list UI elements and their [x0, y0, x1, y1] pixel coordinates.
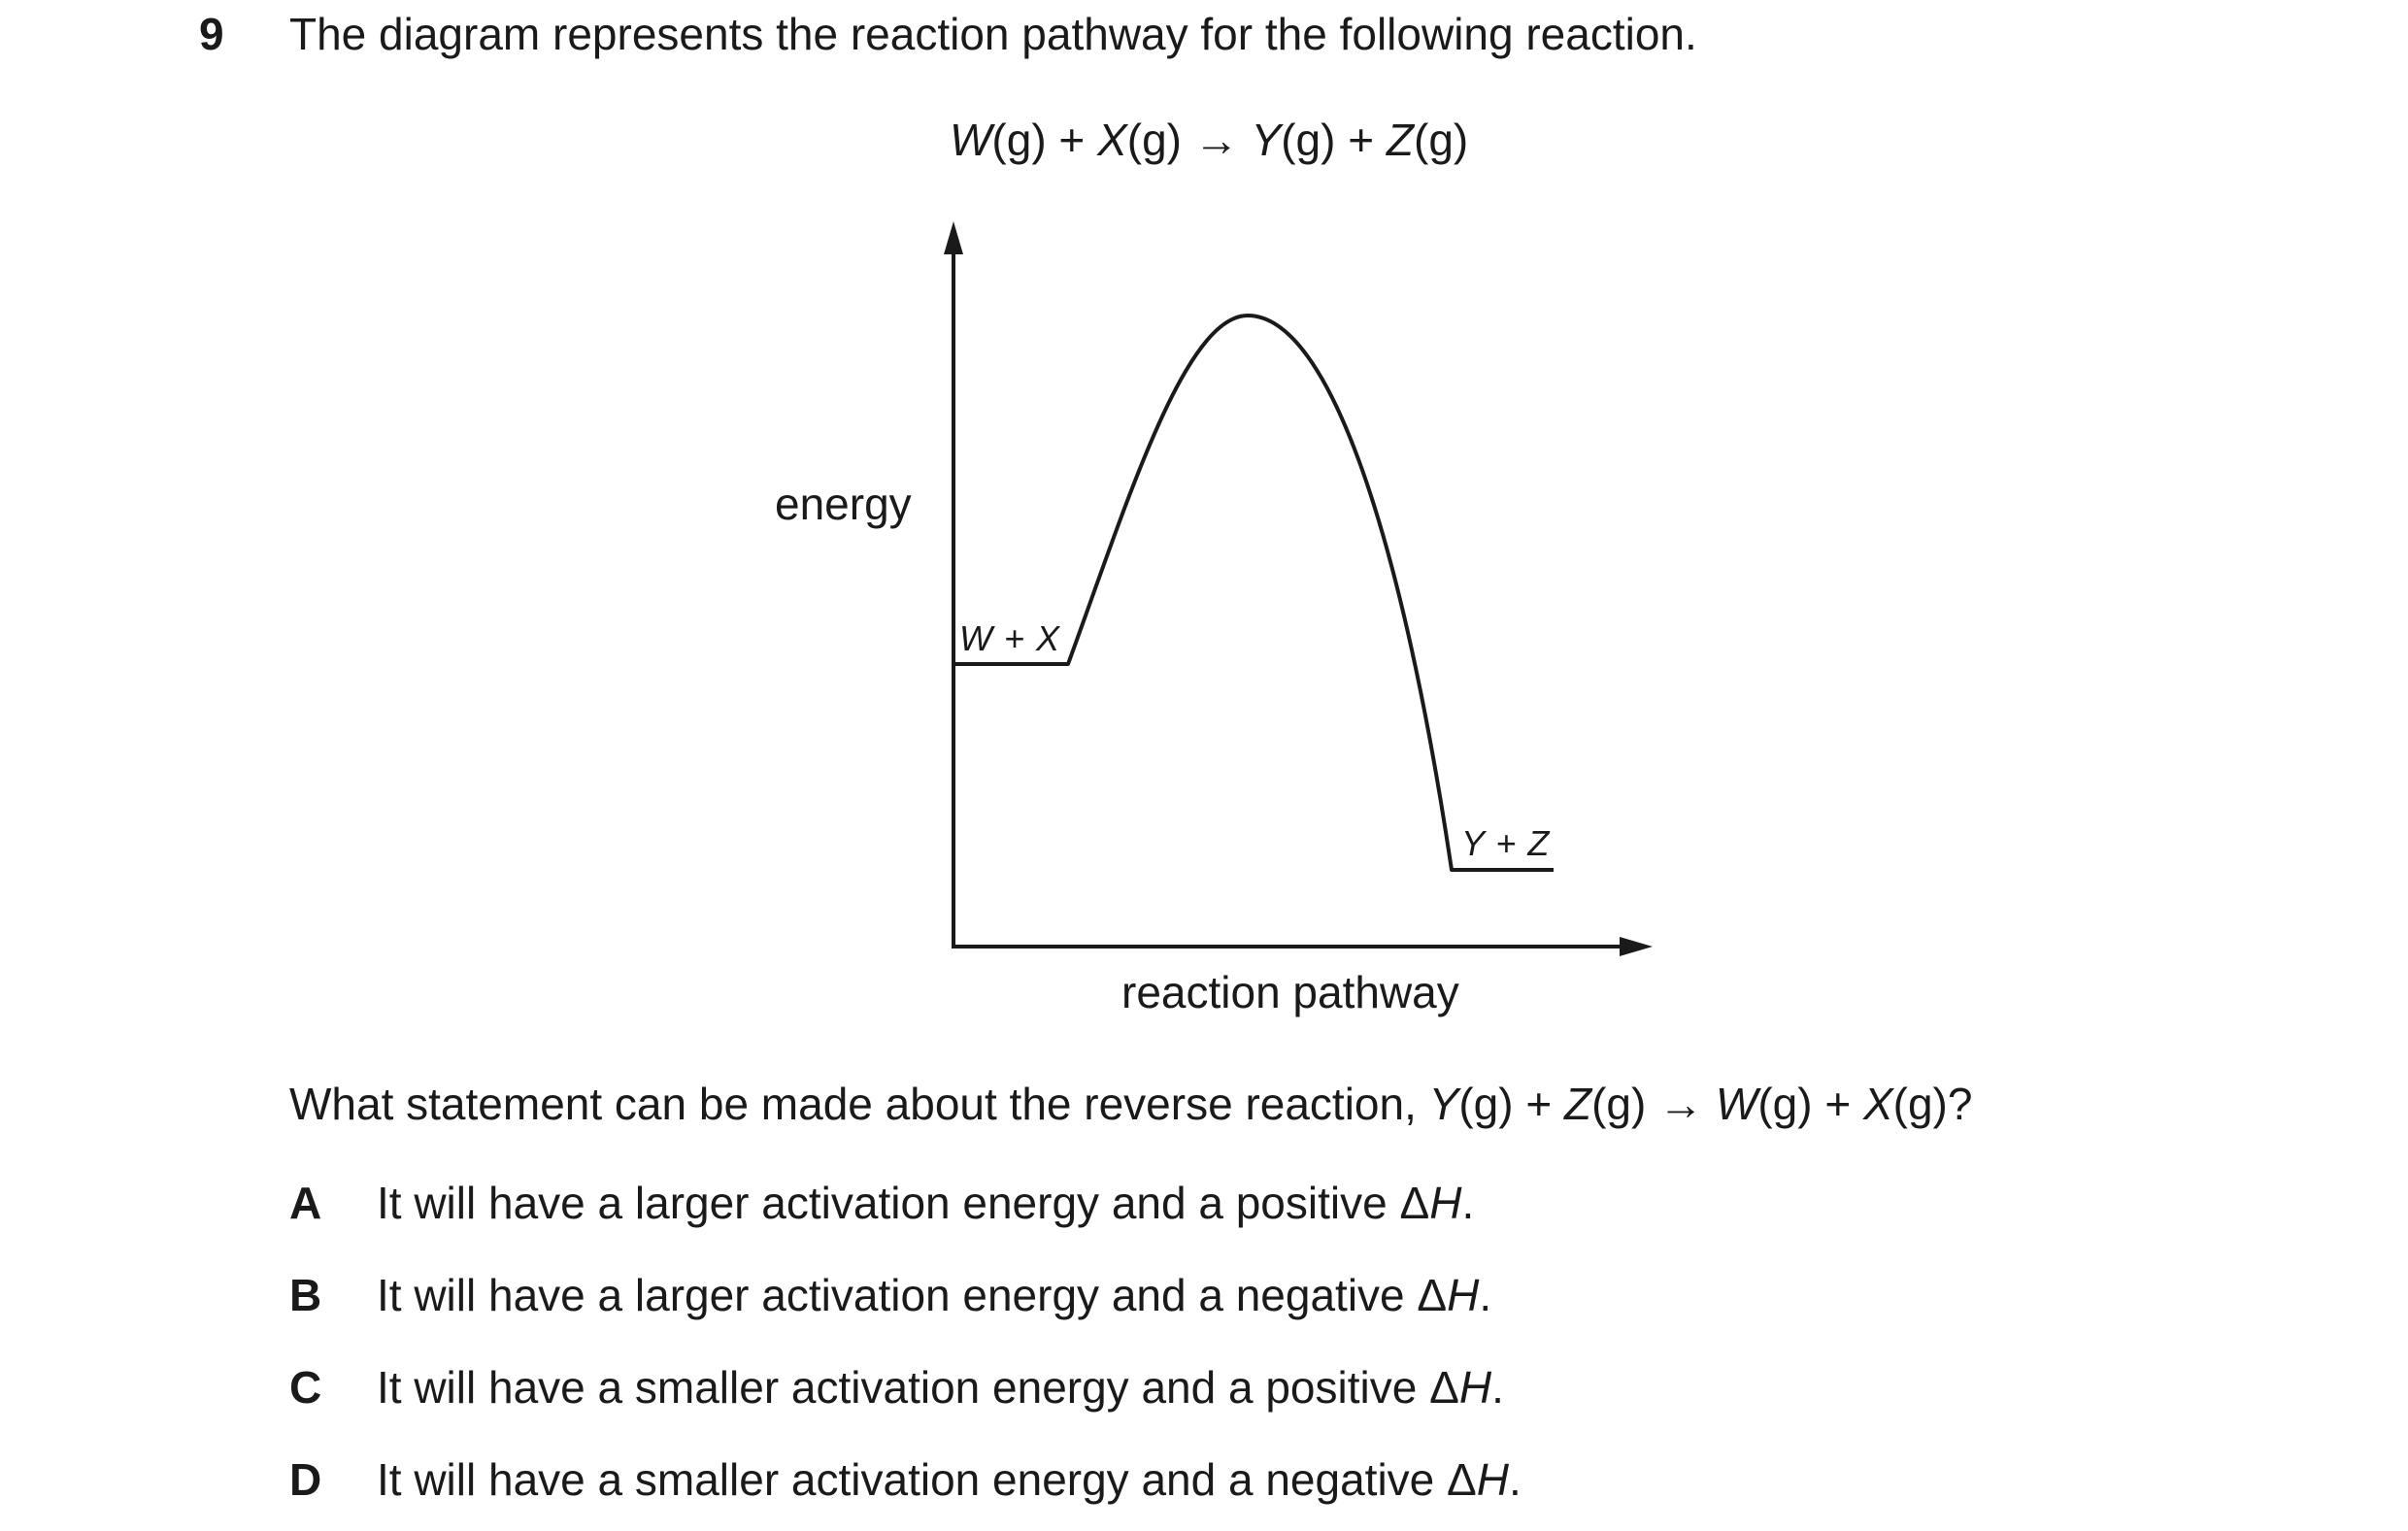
option-c-text: [377, 1361, 1504, 1414]
prompt-y-state: (g) +: [1458, 1079, 1564, 1129]
option-d[interactable]: [289, 1453, 321, 1506]
equation-y: Y: [1251, 115, 1282, 165]
option-b-text: [377, 1269, 1491, 1321]
prompt-z: Z: [1564, 1079, 1592, 1129]
option-letter: A: [289, 1178, 322, 1228]
question-stem: The diagram represents the reaction pathway for the following reaction.: [289, 9, 1697, 59]
equation-w-state: (g) +: [991, 115, 1098, 165]
option-letter: C: [289, 1362, 322, 1413]
question-number: 9: [199, 9, 224, 59]
option-a-end: .: [1461, 1178, 1475, 1228]
question-prompt: [289, 1078, 1972, 1130]
reactants-label: [959, 618, 1060, 659]
option-d-statement: It will have a smaller activation energy and a negative ΔH: [377, 1454, 1510, 1505]
y-axis-arrowhead: [944, 221, 963, 254]
option-c-end: .: [1491, 1362, 1504, 1413]
option-a-text: [377, 1177, 1474, 1229]
equation-z: Z: [1386, 115, 1414, 165]
option-b[interactable]: [289, 1269, 321, 1321]
option-b-end: .: [1479, 1270, 1492, 1320]
x-axis-label: reaction pathway: [1121, 967, 1459, 1017]
energy-curve: [953, 316, 1554, 870]
products-label-text: Y + Z: [1461, 823, 1551, 863]
option-letter: D: [289, 1454, 322, 1505]
option-a[interactable]: [289, 1177, 321, 1229]
products-label: [1461, 823, 1550, 864]
prompt-w-state: (g) +: [1757, 1079, 1863, 1129]
x-axis-arrowhead: [1620, 937, 1653, 956]
option-letter: B: [289, 1270, 322, 1320]
equation-z-state: (g): [1414, 115, 1469, 165]
equation-w: W: [950, 115, 992, 165]
prompt-x: X: [1862, 1079, 1893, 1129]
option-c-statement: It will have a smaller activation energy and a positive ΔH: [377, 1362, 1492, 1413]
prompt-x-state: (g)?: [1892, 1079, 1973, 1129]
option-d-text: [377, 1453, 1522, 1506]
equation-x-state: (g) →: [1126, 115, 1252, 165]
y-axis-label: energy: [775, 479, 912, 529]
equation-x: X: [1097, 115, 1127, 165]
prompt-w: W: [1715, 1079, 1758, 1129]
option-d-end: .: [1509, 1454, 1522, 1505]
equation-y-state: (g) +: [1281, 115, 1387, 165]
option-b-statement: It will have a larger activation energy and a negative ΔH: [377, 1270, 1480, 1320]
option-a-statement: It will have a larger activation energy and a positive ΔH: [377, 1178, 1462, 1228]
prompt-before: What statement can be made about the reverse reaction,: [289, 1079, 1429, 1129]
option-c[interactable]: [289, 1361, 321, 1414]
prompt-y: Y: [1428, 1079, 1459, 1129]
reactants-label-text: W + X: [959, 618, 1061, 658]
prompt-z-state: (g) →: [1591, 1079, 1716, 1129]
